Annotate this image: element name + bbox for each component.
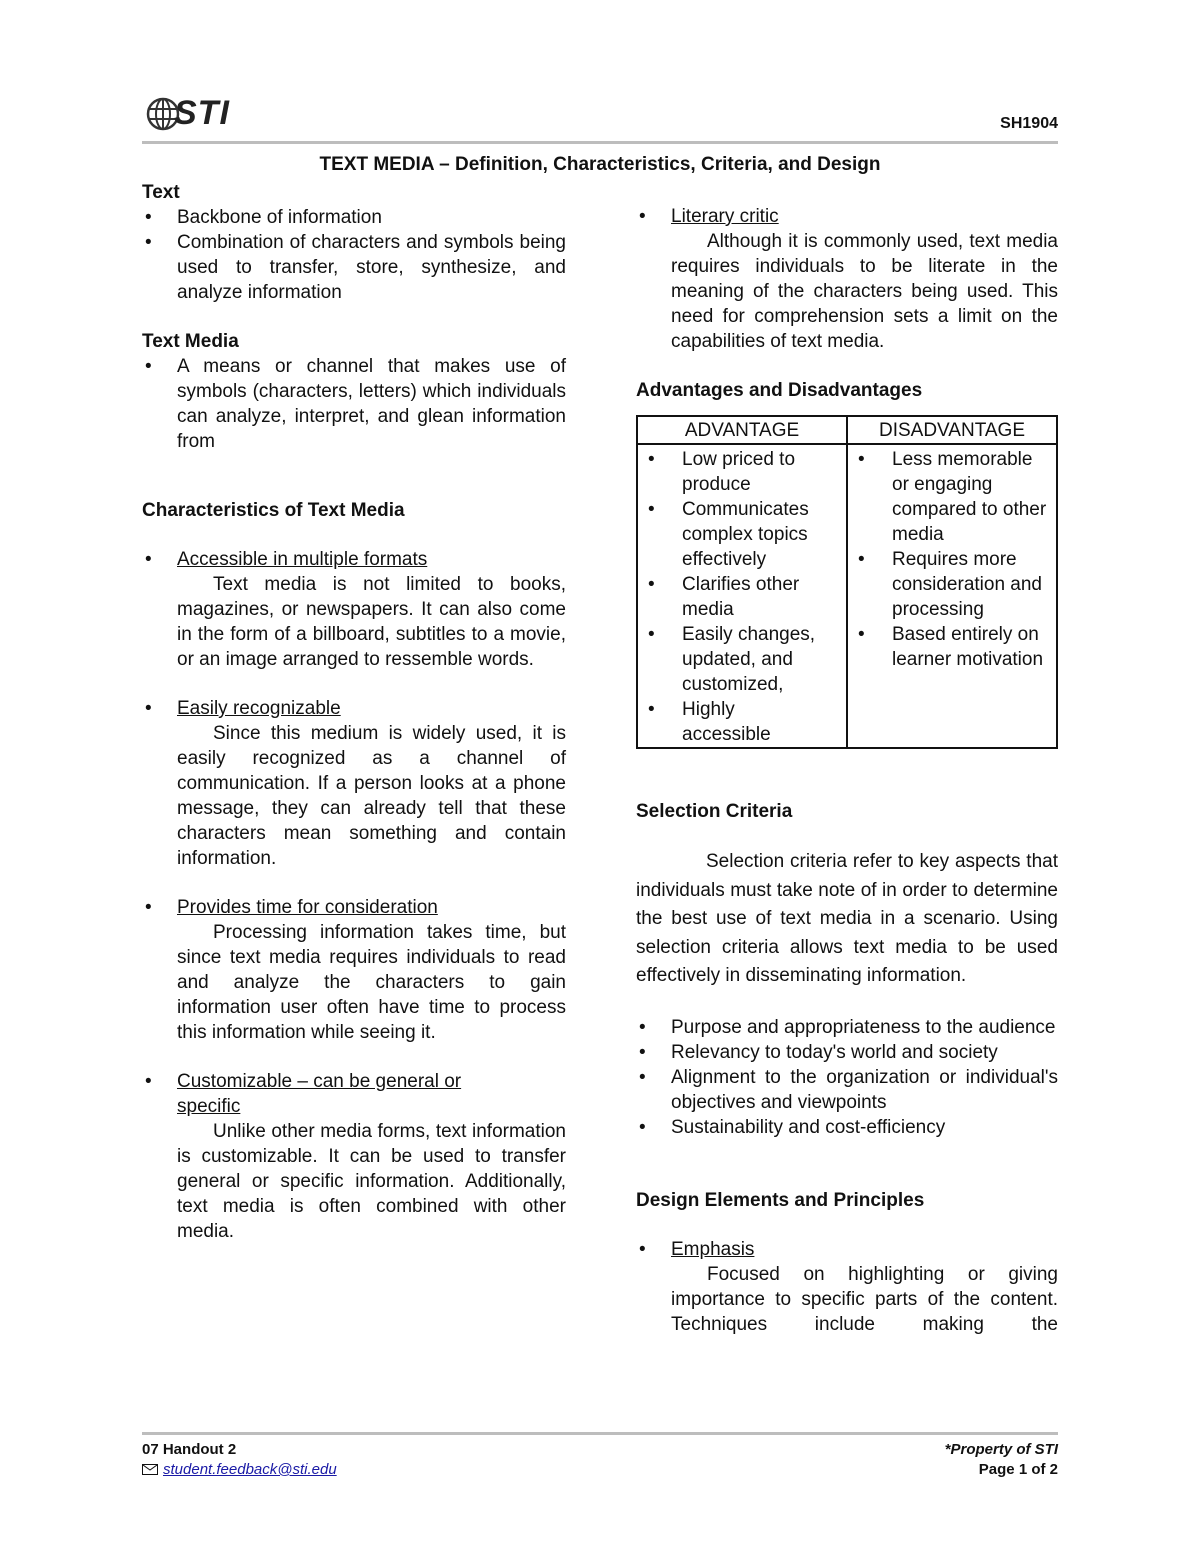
disadvantage-item: • Based entirely on learner motivation [854,622,1050,672]
characteristic-body: Unlike other media forms, text information is customizable. It can be used to transfer general or specific information. Additionally, text media is often combined with other media. [177,1121,566,1242]
selection-item: • Purpose and appropriateness to the audience [636,1015,1058,1040]
list-item: • A means or channel that makes use of symbols (characters, letters) which individuals can analyze, interpret, and glean information from [142,354,566,454]
characteristics-list [142,547,566,1244]
characteristic-title: • Easily recognizable [177,698,341,719]
sti-logo [146,94,230,133]
footer-rule [142,1432,1058,1435]
text-media-heading: Text Media [142,331,239,352]
design-item [636,1237,1058,1337]
characteristic-title: • Customizable – can be general or specific [177,1071,462,1117]
selection-item: • Alignment to the organization or individual's objectives and viewpoints [636,1065,1058,1115]
advantages-table [636,415,1058,749]
text-media-list [142,354,566,454]
list-item: • Backbone of information [142,205,566,230]
advantage-item: • Clarifies other media [644,572,812,622]
page-header [142,92,1058,144]
selection-heading: Selection Criteria [636,801,793,822]
characteristics-heading: Characteristics of Text Media [142,500,405,521]
advantage-item: • Easily changes, updated, and customized, [644,622,840,697]
characteristic-body: Since this medium is widely used, it is easily recognized as a channel of communication. If a person looks at a phone message, they can already tell that these characters mean something and contain information. [177,723,566,869]
literary-body: Although it is commonly used, text media requires individuals to be literate in the meaning of the characters being used. This need for comprehension sets a limit on the capabilities of text media. [671,231,1058,352]
literary-title: • Literary critic [671,206,779,227]
left-column [142,180,566,1244]
logo-text: STI [174,94,230,132]
design-title: • Emphasis [671,1238,755,1260]
advantages-heading: Advantages and Disadvantages [636,380,923,401]
page-footer [142,1440,1058,1480]
characteristic-item [142,696,566,871]
disadvantage-item: • Requires more consideration and processing [854,547,1050,622]
literary-list [636,204,1058,354]
text-list [142,205,566,305]
selection-item: • Relevancy to today's world and society [636,1040,1058,1065]
page-title: TEXT MEDIA – Definition, Characteristics, Criteria, and Design [319,154,881,175]
characteristic-body: Text media is not limited to books, magazines, or newspapers. It can also come in the form of a billboard, subtitles to a movie, or an image arranged to ressemble words. [177,574,566,670]
document-code: SH1904 [1000,115,1058,132]
characteristic-item [142,895,566,1045]
text-heading: Text [142,182,180,203]
envelope-icon [142,1464,158,1475]
design-heading: Design Elements and Principles [636,1189,925,1211]
right-column [636,204,1058,1337]
property-label: *Property of STI [944,1441,1058,1458]
characteristic-title: • Provides time for consideration [177,897,438,918]
selection-text: Selection criteria refer to key aspects that individuals must take note of in order to determine the best use of text media in a scenario. Using selection criteria allows text media to be used effectively in disseminating information. [636,851,1058,986]
selection-list [636,1015,1058,1140]
header-rule [142,141,1058,144]
characteristic-title: • Accessible in multiple formats [177,549,428,570]
handout-label: 07 Handout 2 [142,1441,237,1458]
characteristic-item [142,1069,566,1244]
disadvantage-item: • Less memorable or engaging compared to other media [854,447,1050,547]
feedback-email-link[interactable]: student.feedback@sti.edu [163,1461,337,1478]
list-item: • Combination of characters and symbols being used to transfer, store, synthesize, and analyze information [142,230,566,305]
characteristic-item [142,547,566,672]
advantage-cell [637,444,847,748]
selection-item: • Sustainability and cost-efficiency [636,1115,1058,1140]
advantage-item: • Low priced to produce [644,447,812,497]
characteristic-body: Processing information takes time, but since text media requires individuals to read and analyze the characters to gain information user often have time to process this information while seeing it. [177,922,566,1043]
design-body: Focused on highlighting or giving importance to specific parts of the content. Techniques include making the [671,1263,1058,1335]
page-number: Page 1 of 2 [978,1461,1058,1478]
advantage-header: ADVANTAGE [637,416,847,444]
advantage-item: • Communicates complex topics effectively [644,497,840,572]
disadvantage-header: DISADVANTAGE [847,416,1057,444]
design-list [636,1237,1058,1337]
literary-item [636,204,1058,354]
advantage-item: • Highly accessible [644,697,812,747]
disadvantage-cell [847,444,1057,748]
